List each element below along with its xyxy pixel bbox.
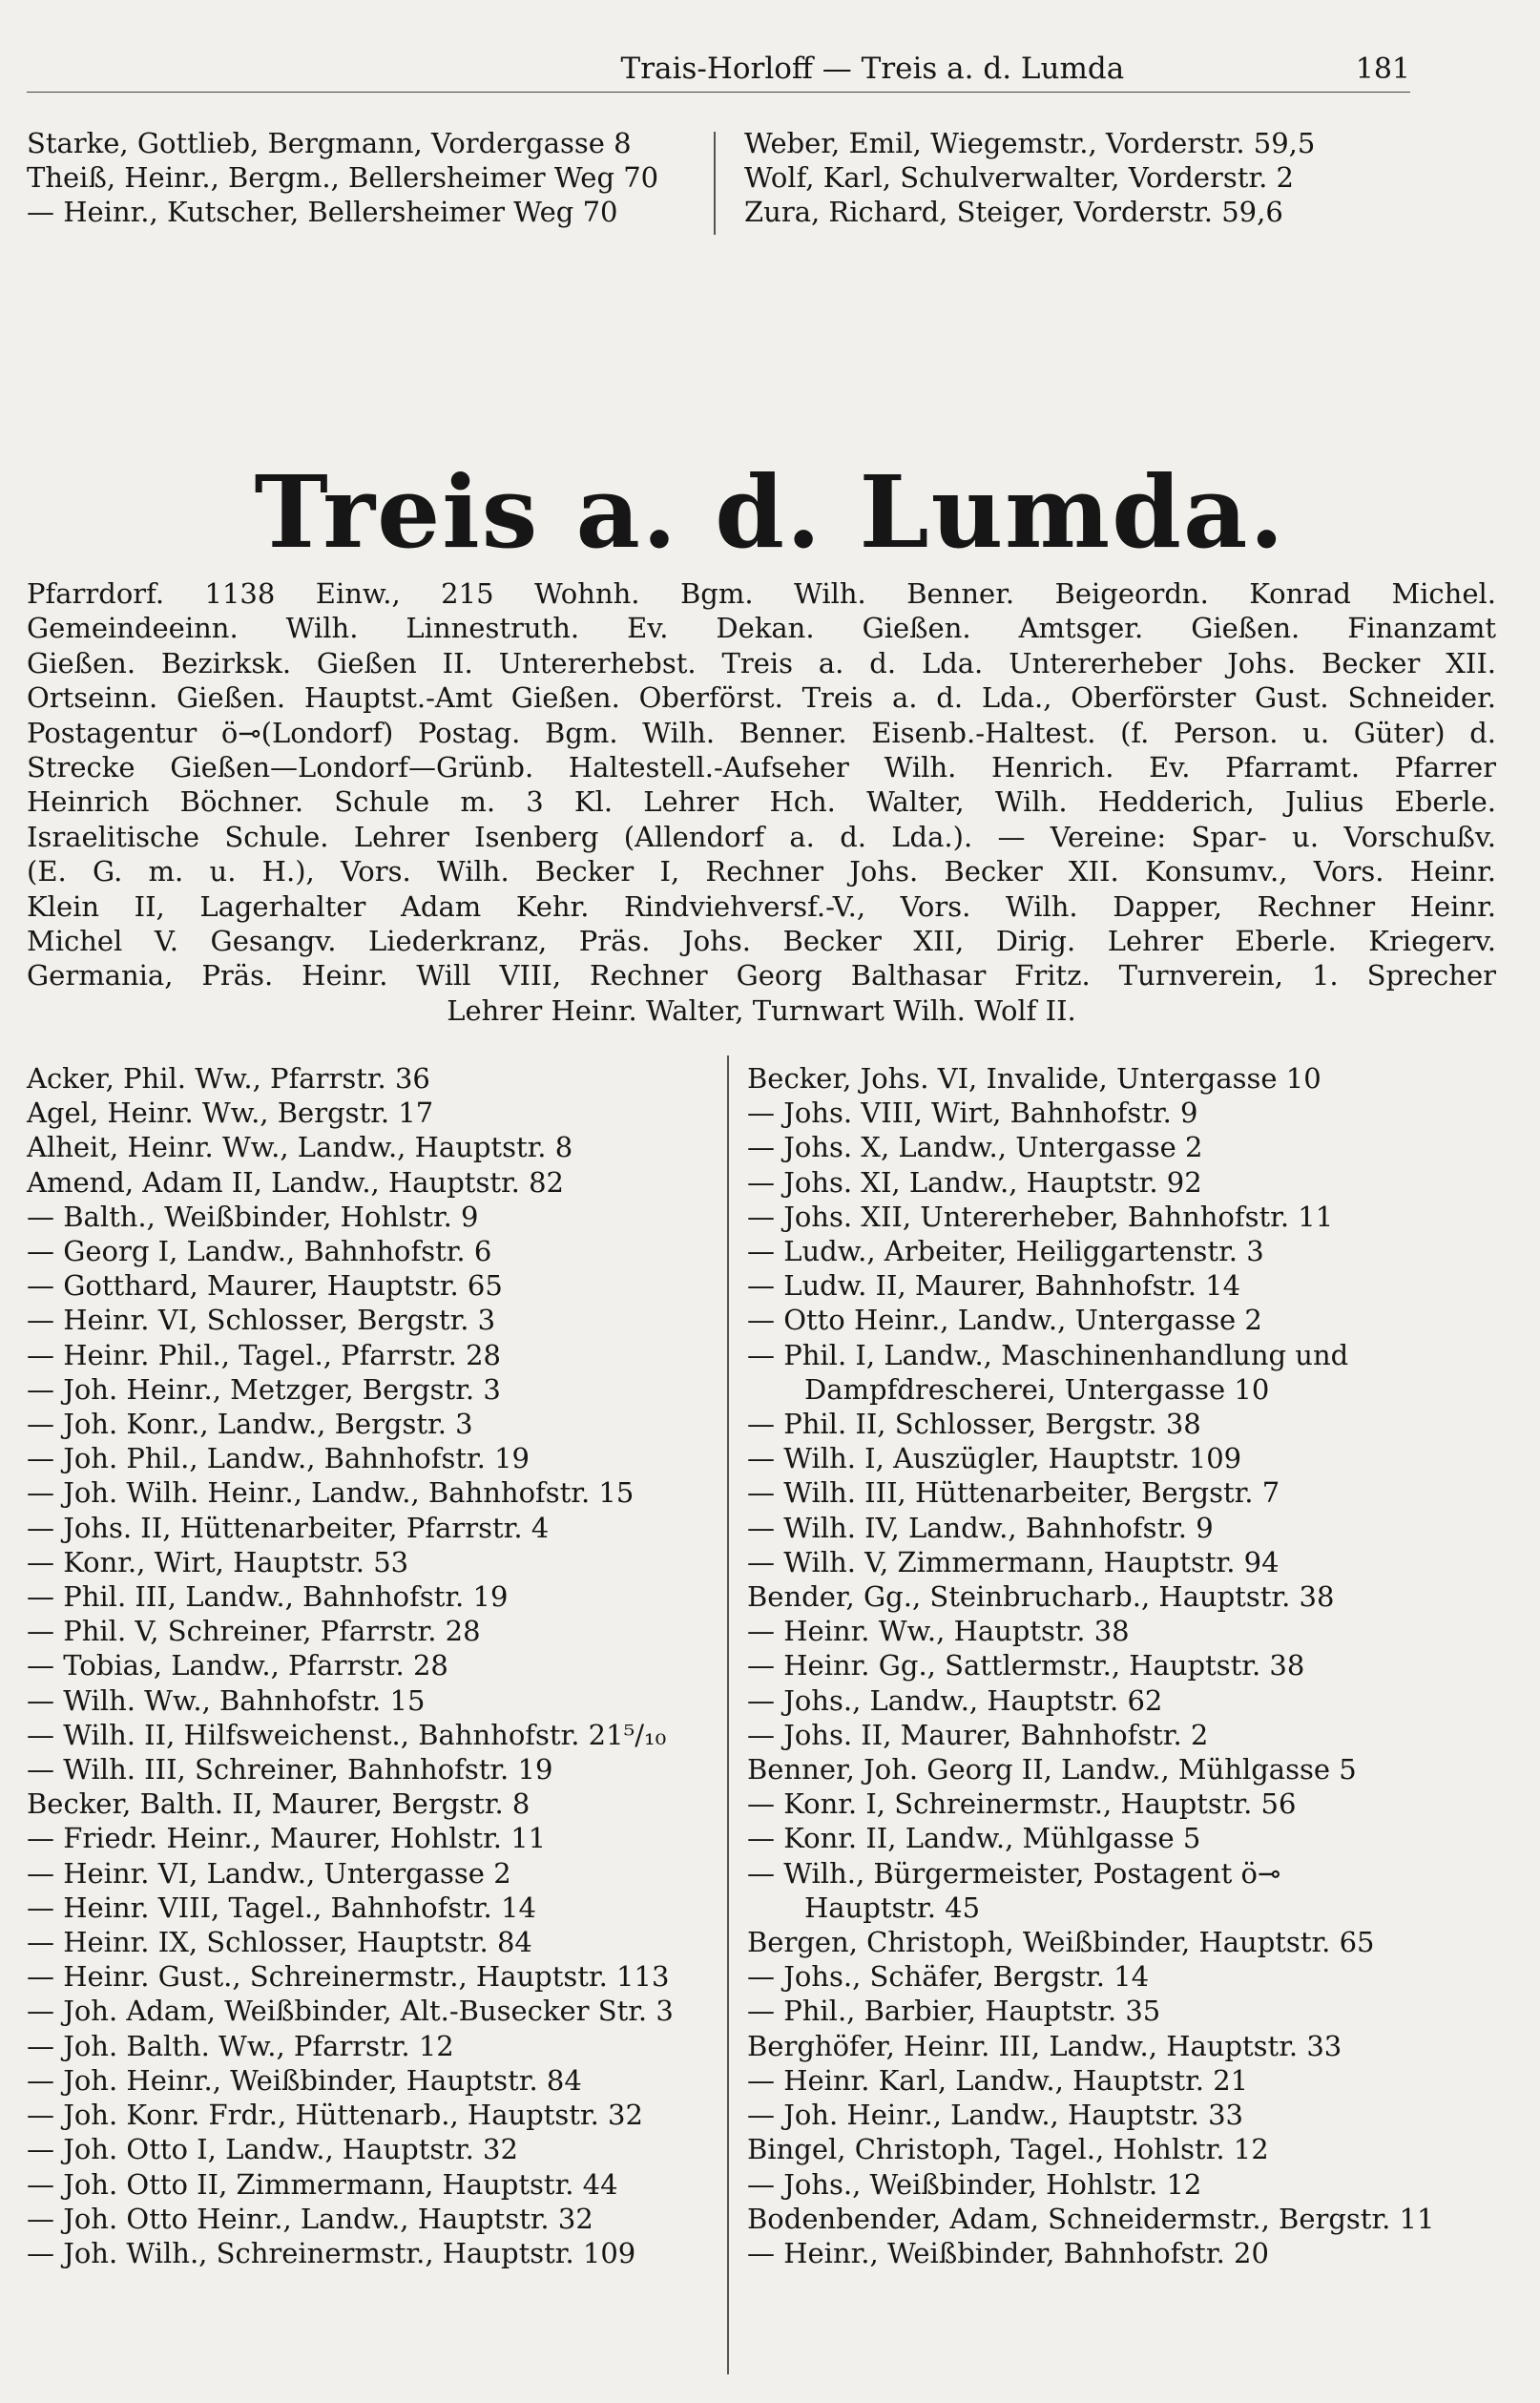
- directory-entry: Bergen, Christoph, Weißbinder, Hauptstr. 65: [747, 1926, 1375, 1959]
- directory-entry: — Phil. III, Landw., Bahnhofstr. 19: [27, 1580, 509, 1614]
- directory-entry: Theiß, Heinr., Bergm., Bellersheimer Weg 70: [27, 161, 659, 195]
- directory-entry: — Joh. Wilh. Heinr., Landw., Bahnhofstr. 15: [27, 1476, 635, 1510]
- directory-entry: — Heinr. VI, Schlosser, Bergstr. 3: [27, 1304, 496, 1337]
- directory-right-column: [747, 1061, 1453, 2270]
- directory-entry: — Johs. VIII, Wirt, Bahnhofstr. 9: [747, 1097, 1198, 1130]
- directory-entry: — Johs. XI, Landw., Hauptstr. 92: [747, 1165, 1202, 1199]
- directory-entry: — Phil. V, Schreiner, Pfarrstr. 28: [27, 1615, 481, 1648]
- directory-entry: — Joh. Otto I, Landw., Hauptstr. 32: [27, 2133, 518, 2166]
- directory-entry: — Johs., Landw., Hauptstr. 62: [747, 1683, 1163, 1717]
- directory-entry: Berghöfer, Heinr. III, Landw., Hauptstr. 33: [747, 2029, 1342, 2062]
- directory-entry: — Heinr. VI, Landw., Untergasse 2: [27, 1856, 511, 1890]
- directory-entry: — Gotthard, Maurer, Hauptstr. 65: [27, 1269, 503, 1303]
- column-divider-top: [714, 132, 716, 235]
- directory-entry: — Johs., Weißbinder, Hohlstr. 12: [747, 2167, 1202, 2201]
- directory-entry: — Heinr. Gust., Schreinermstr., Hauptstr. 113: [27, 1960, 670, 1994]
- directory-entry: — Phil. I, Landw., Maschinenhandlung und: [747, 1338, 1349, 1371]
- directory-entry: Becker, Balth. II, Maurer, Bergstr. 8: [27, 1787, 531, 1821]
- directory-entry: — Joh. Konr. Frdr., Hüttenarb., Hauptstr. 32: [27, 2099, 643, 2132]
- directory-entry: — Friedr. Heinr., Maurer, Hohlstr. 11: [27, 1822, 547, 1855]
- directory-entry: — Heinr. Phil., Tagel., Pfarrstr. 28: [27, 1338, 501, 1371]
- directory-entry: — Joh. Heinr., Metzger, Bergstr. 3: [27, 1372, 501, 1406]
- directory-entry: — Phil., Barbier, Hauptstr. 35: [747, 1995, 1161, 2028]
- page-number: 181: [1355, 52, 1410, 86]
- directory-entry: Hauptstr. 45: [804, 1891, 981, 1924]
- directory-entry: — Joh. Otto II, Zimmermann, Hauptstr. 44: [27, 2167, 618, 2201]
- directory-entry: — Heinr., Kutscher, Bellersheimer Weg 70: [27, 196, 618, 229]
- directory-entry: Agel, Heinr. Ww., Bergstr. 17: [27, 1097, 434, 1130]
- directory-entry: — Balth., Weißbinder, Hohlstr. 9: [27, 1200, 479, 1233]
- intro-line: Gießen. Bezirksk. Gießen II. Untererhebst. Treis a. d. Lda. Untererheber Johs. Becker XII.: [27, 646, 1496, 679]
- directory-entry: — Wilh. I, Auszügler, Hauptstr. 109: [747, 1442, 1242, 1475]
- directory-entry: — Phil. II, Schlosser, Bergstr. 38: [747, 1408, 1201, 1441]
- directory-entry: Weber, Emil, Wiegemstr., Vorderstr. 59,5: [744, 127, 1316, 159]
- directory-entry: — Johs. XII, Untererheber, Bahnhofstr. 11: [747, 1200, 1334, 1233]
- section-title: Treis a. d. Lumda.: [254, 453, 1286, 571]
- intro-line: Lehrer Heinr. Walter, Turnwart Wilh. Wolf II.: [447, 993, 1076, 1027]
- directory-entry: — Konr. II, Landw., Mühlgasse 5: [747, 1822, 1201, 1855]
- directory-entry: — Johs. II, Hüttenarbeiter, Pfarrstr. 4: [27, 1511, 550, 1544]
- top-right-column: [744, 126, 1431, 230]
- directory-entry: — Wilh. II, Hilfsweichenst., Bahnhofstr. 21⁵/₁₀: [27, 1718, 667, 1751]
- directory-entry: Amend, Adam II, Landw., Hauptstr. 82: [27, 1165, 564, 1199]
- directory-entry: Zura, Richard, Steiger, Vorderstr. 59,6: [744, 196, 1283, 229]
- intro-paragraph: [27, 576, 1496, 1028]
- directory-entry: — Wilh. III, Schreiner, Bahnhofstr. 19: [27, 1753, 553, 1787]
- running-title: Trais-Horloff — Treis a. d. Lumda: [620, 52, 1125, 86]
- directory-entry: Wolf, Karl, Schulverwalter, Vorderstr. 2: [744, 161, 1294, 195]
- directory-entry: — Johs. X, Landw., Untergasse 2: [747, 1131, 1203, 1164]
- directory-entry: — Joh. Konr., Landw., Bergstr. 3: [27, 1408, 473, 1441]
- directory-entry: — Heinr. Gg., Sattlermstr., Hauptstr. 38: [747, 1649, 1305, 1682]
- directory-entry: Dampfdrescherei, Untergasse 10: [804, 1372, 1270, 1406]
- directory-entry: Acker, Phil. Ww., Pfarrstr. 36: [27, 1062, 430, 1095]
- directory-entry: — Wilh. III, Hüttenarbeiter, Bergstr. 7: [747, 1476, 1280, 1510]
- directory-entry: Alheit, Heinr. Ww., Landw., Hauptstr. 8: [27, 1131, 573, 1164]
- directory-entry: Bingel, Christoph, Tagel., Hohlstr. 12: [747, 2133, 1269, 2166]
- directory-entry: — Wilh. IV, Landw., Bahnhofstr. 9: [747, 1511, 1214, 1544]
- intro-line: Strecke Gießen—Londorf—Grünb. Haltestell.-Aufseher Wilh. Henrich. Ev. Pfarramt. Pfarrer: [27, 751, 1496, 784]
- intro-line: Klein II, Lagerhalter Adam Kehr. Rindviehversf.-V., Vors. Wilh. Dapper, Rechner Heinr.: [27, 889, 1496, 923]
- directory-entry: Becker, Johs. VI, Invalide, Untergasse 10: [747, 1062, 1321, 1095]
- directory-entry: — Joh. Adam, Weißbinder, Alt.-Busecker Str. 3: [27, 1995, 674, 2028]
- intro-line: Gemeindeeinn. Wilh. Linnestruth. Ev. Dekan. Gießen. Amtsger. Gießen. Finanzamt: [27, 612, 1496, 645]
- directory-entry: — Heinr. IX, Schlosser, Hauptstr. 84: [27, 1926, 532, 1959]
- directory-entry: — Johs., Schäfer, Bergstr. 14: [747, 1960, 1150, 1994]
- intro-line: Pfarrdorf. 1138 Einw., 215 Wohnh. Bgm. Wilh. Benner. Beigeordn. Konrad Michel.: [27, 577, 1496, 610]
- directory-entry: — Konr. I, Schreinermstr., Hauptstr. 56: [747, 1787, 1297, 1821]
- directory-entry: Starke, Gottlieb, Bergmann, Vordergasse 8: [27, 127, 632, 159]
- directory-entry: — Joh. Heinr., Landw., Hauptstr. 33: [747, 2099, 1244, 2132]
- intro-line: Postagentur ö⊸(Londorf) Postag. Bgm. Wilh. Benner. Eisenb.-Haltest. (f. Person. u. Güter) d.: [27, 716, 1496, 749]
- directory-entry: — Joh. Balth. Ww., Pfarrstr. 12: [27, 2029, 454, 2062]
- intro-line: Heinrich Böchner. Schule m. 3 Kl. Lehrer Hch. Walter, Wilh. Hedderich, Julius Eberle.: [27, 785, 1496, 819]
- directory-entry: Bender, Gg., Steinbrucharb., Hauptstr. 38: [747, 1580, 1335, 1614]
- directory-entry: — Otto Heinr., Landw., Untergasse 2: [747, 1304, 1262, 1337]
- directory-entry: — Joh. Otto Heinr., Landw., Hauptstr. 32: [27, 2202, 593, 2235]
- directory-entry: — Konr., Wirt, Hauptstr. 53: [27, 1545, 409, 1578]
- directory-entry: — Ludw. II, Maurer, Bahnhofstr. 14: [747, 1269, 1241, 1303]
- directory-entry: — Heinr., Weißbinder, Bahnhofstr. 20: [747, 2236, 1269, 2269]
- directory-entry: — Joh. Phil., Landw., Bahnhofstr. 19: [27, 1442, 531, 1475]
- intro-line: Michel V. Gesangv. Liederkranz, Präs. Johs. Becker XII, Dirig. Lehrer Eberle. Kriegerv.: [27, 925, 1496, 958]
- top-left-column: [27, 126, 704, 230]
- directory-entry: Bodenbender, Adam, Schneidermstr., Bergstr. 11: [747, 2202, 1435, 2235]
- directory-entry: — Heinr. Ww., Hauptstr. 38: [747, 1615, 1130, 1648]
- directory-entry: — Wilh. Ww., Bahnhofstr. 15: [27, 1683, 426, 1717]
- directory-entry: — Heinr. VIII, Tagel., Bahnhofstr. 14: [27, 1891, 536, 1924]
- directory-entry: — Joh. Heinr., Weißbinder, Hauptstr. 84: [27, 2063, 582, 2097]
- directory-entry: — Johs. II, Maurer, Bahnhofstr. 2: [747, 1718, 1209, 1751]
- directory-entry: — Wilh. V, Zimmermann, Hauptstr. 94: [747, 1545, 1280, 1578]
- intro-line: Germania, Präs. Heinr. Will VIII, Rechner Georg Balthasar Fritz. Turnverein, 1. Sprecher: [27, 959, 1496, 993]
- intro-line: Israelitische Schule. Lehrer Isenberg (Allendorf a. d. Lda.). — Vereine: Spar- u. Vorschußv.: [27, 820, 1496, 853]
- directory-entry: — Heinr. Karl, Landw., Hauptstr. 21: [747, 2063, 1249, 2097]
- intro-line: (E. G. m. u. H.), Vors. Wilh. Becker I, Rechner Johs. Becker XII. Konsumv., Vors. Heinr.: [27, 855, 1496, 888]
- directory-entry: — Ludw., Arbeiter, Heiliggartenstr. 3: [747, 1235, 1264, 1268]
- directory-left-column: [27, 1061, 714, 2270]
- directory-entry: — Joh. Wilh., Schreinermstr., Hauptstr. 109: [27, 2236, 636, 2269]
- intro-line: Ortseinn. Gießen. Hauptst.-Amt Gießen. Oberförst. Treis a. d. Lda., Oberförster Gust. Schneider.: [27, 681, 1496, 715]
- directory-entry: — Wilh., Bürgermeister, Postagent ö⊸: [747, 1856, 1281, 1890]
- directory-entry: Benner, Joh. Georg II, Landw., Mühlgasse 5: [747, 1753, 1357, 1787]
- page-header: [27, 52, 1410, 93]
- directory-entry: — Tobias, Landw., Pfarrstr. 28: [27, 1649, 448, 1682]
- directory-entry: — Georg I, Landw., Bahnhofstr. 6: [27, 1235, 492, 1268]
- column-divider-bottom: [727, 1055, 729, 2374]
